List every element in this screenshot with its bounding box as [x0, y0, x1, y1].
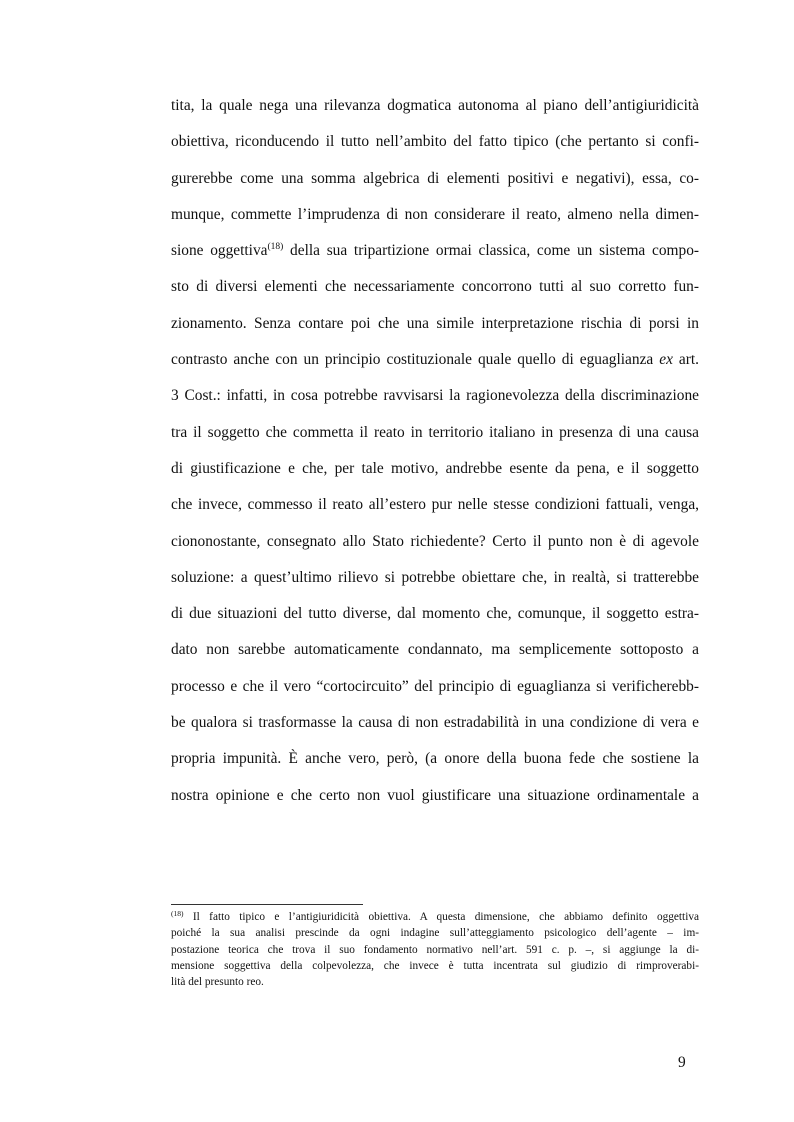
body-line: gurerebbe come una somma algebrica di elementi positivi e negativi), essa, co- [171, 169, 699, 187]
body-line: tita, la quale nega una rilevanza dogmatica autonoma al piano dell’antigiuridicità [171, 97, 699, 114]
footnote-line: poiché la sua analisi prescinde da ogni indagine sull’atteggiamento psicologico dell’agente – im- [171, 927, 699, 940]
body-line: munque, commette l’imprudenza di non considerare il reato, almeno nella dimen- [171, 205, 699, 223]
footnote-marker: (18) [171, 909, 184, 918]
body-line: che invece, commesso il reato all’estero pur nelle stesse condizioni fattuali, venga, [171, 496, 699, 514]
footnote-separator [171, 904, 363, 905]
body-line: be qualora si trasformasse la causa di non estradabilità in una condizione di vera e [171, 714, 699, 732]
italic-term: ex [659, 351, 673, 369]
footnote-line: lità del presunto reo. [171, 976, 264, 989]
body-line: obiettiva, riconducendo il tutto nell’ambito del fatto tipico (che pertanto si confi- [171, 133, 699, 151]
footnote-line: mensione soggettiva della colpevolezza, che invece è tutta incentrata sul giudizio di rimproverabi- [171, 959, 699, 972]
footnote [171, 909, 699, 990]
body-line: sione oggettiva$^{(18)}$ della sua tripartizione ormai classica, come un sistema compo- [171, 242, 700, 260]
footnote-line: postazione teorica che trova il suo fondamento normativo nell’art. 591 c. p. –, si aggiunge la di- [171, 943, 699, 956]
body-line: tra il soggetto che commetta il reato in territorio italiano in presenza di una causa [171, 423, 699, 441]
footnote-line: $^{(18)}$ Il fatto tipico e l’antigiuridicità obiettiva. A questa dimensione, che abbiamo definito oggettiva [171, 909, 699, 923]
body-line: sto di diversi elementi che necessariamente concorrono tutti al suo corretto fun- [171, 278, 699, 296]
body-line: zionamento. Senza contare poi che una simile interpretazione rischia di porsi in [171, 314, 699, 332]
footnote-reference[interactable]: (18) [267, 242, 284, 253]
body-text [171, 88, 699, 814]
body-line: di due situazioni del tutto diverse, dal momento che, comunque, il soggetto estra- [171, 605, 699, 623]
body-line: contrasto anche con un principio costituzionale quale quello di eguaglianza ex art. [171, 351, 700, 369]
body-line: dato non sarebbe automaticamente condannato, ma semplicemente sottoposto a [171, 641, 699, 659]
body-line: di giustificazione e che, per tale motivo, andrebbe esente da pena, e il soggetto [171, 459, 699, 477]
body-line: soluzione: a quest’ultimo rilievo si potrebbe obiettare che, in realtà, si tratterebbe [171, 568, 699, 586]
page-number: 9 [678, 1054, 686, 1071]
body-line: processo e che il vero “cortocircuito” del principio di eguaglianza si verificherebb- [171, 677, 699, 695]
body-line: nostra opinione e che certo non vuol giustificare una situazione ordinamentale a [171, 786, 699, 804]
body-line: propria impunità. È anche vero, però, (a onore della buona fede che sostiene la [171, 750, 699, 768]
body-line: 3 Cost.: infatti, in cosa potrebbe ravvisarsi la ragionevolezza della discriminazione [171, 387, 699, 405]
body-line: ciononostante, consegnato allo Stato richiedente? Certo il punto non è di agevole [171, 532, 699, 550]
